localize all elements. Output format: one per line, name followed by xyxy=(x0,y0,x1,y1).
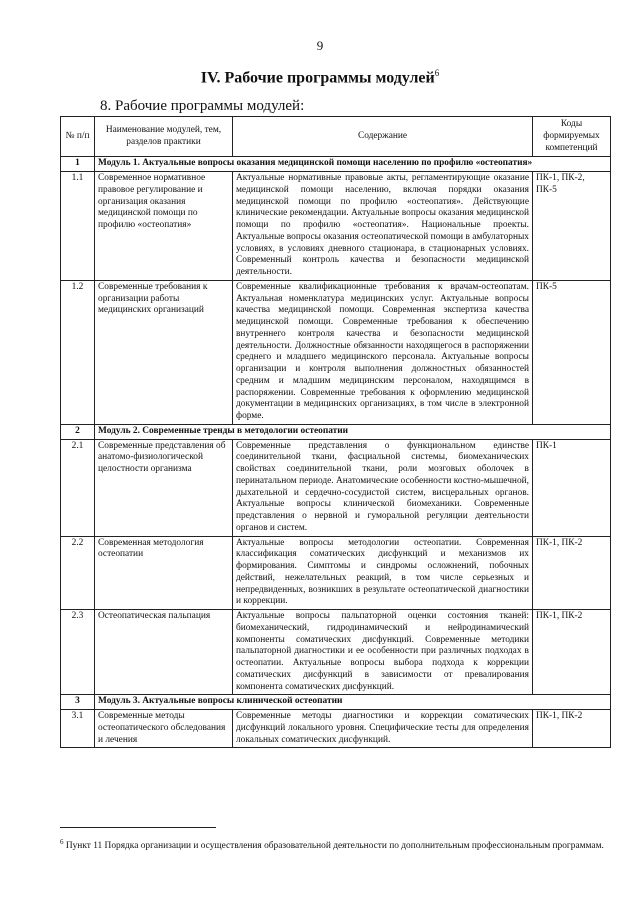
subtitle: 8. Рабочие программы модулей: xyxy=(100,98,305,114)
footnote-divider xyxy=(60,827,216,828)
table-row xyxy=(61,172,611,281)
table-row xyxy=(61,280,611,424)
topic-name: Остеопатическая пальпация xyxy=(95,610,233,695)
module-row xyxy=(61,157,611,172)
module-row xyxy=(61,695,611,710)
footnote-text: Пункт 11 Порядка организации и осуществления образовательной деятельности по дополнительным профессиональным программам. xyxy=(65,841,604,852)
row-number: 1.2 xyxy=(61,280,95,424)
topic-name: Современные методы остеопатического обследования и лечения xyxy=(95,710,233,748)
row-number: 2.2 xyxy=(61,536,95,610)
header-num: № п/п xyxy=(61,117,95,157)
module-title: Модуль 3. Актуальные вопросы клинической остеопатии xyxy=(95,695,611,710)
table-row xyxy=(61,536,611,610)
module-title: Модуль 1. Актуальные вопросы оказания медицинской помощи населению по профилю «остеопатия» xyxy=(95,157,611,172)
footnote xyxy=(60,838,612,853)
topic-content: Актуальные нормативные правовые акты, регламентирующие оказание медицинской помощи населению, включая порядки оказания медицинской помощи по профилю «остеопатия». Действующие клинические рекомендации. Актуальные вопросы оказания медицинской помощи по профилю «остеопатия». Национальные проекты. Актуальные вопросы оказания остеопатической помощи в амбулаторных условиях, в условиях дневного стационара, в стационарных условиях. Современный контроль качества и безопасности медицинской деятельности. xyxy=(233,172,533,281)
page-number: 9 xyxy=(316,38,324,53)
competency-codes: ПК-1, ПК-2 xyxy=(533,610,611,695)
row-number: 2.1 xyxy=(61,439,95,536)
footnote-reference: 6 xyxy=(434,68,440,78)
topic-name: Современная методология остеопатии xyxy=(95,536,233,610)
competency-codes: ПК-5 xyxy=(533,280,611,424)
topic-content: Актуальные вопросы пальпаторной оценки состояния тканей: биомеханический, гидродинамический и нейродинамический компоненты соматических дисфункций. Современные методики пальпаторной диагностики и ее особенности при различных подходах в остеопатии. Актуальные вопросы выбора подхода к коррекции соматических дисфункций в зависимости от превалирования компонента соматических дисфункций. xyxy=(233,610,533,695)
table-row xyxy=(61,710,611,748)
topic-name: Современные требования к организации работы медицинских организаций xyxy=(95,280,233,424)
module-number: 2 xyxy=(61,424,95,439)
section-title-text: IV. Рабочие программы модулей xyxy=(200,69,435,87)
competency-codes: ПК-1, ПК-2, ПК-5 xyxy=(533,172,611,281)
row-number: 2.3 xyxy=(61,610,95,695)
row-number: 1.1 xyxy=(61,172,95,281)
competency-codes: ПК-1, ПК-2 xyxy=(533,536,611,610)
header-name: Наименование модулей, тем, разделов практики xyxy=(95,117,233,157)
row-number: 3.1 xyxy=(61,710,95,748)
module-number: 1 xyxy=(61,157,95,172)
section-title xyxy=(0,68,640,87)
module-title: Модуль 2. Современные тренды в методологии остеопатии xyxy=(95,424,611,439)
table-row xyxy=(61,439,611,536)
topic-name: Современные представления об анатомо-физиологической целостности организма xyxy=(95,439,233,536)
table-body xyxy=(61,157,611,748)
table-row xyxy=(61,610,611,695)
topic-content: Современные представления о функциональном единстве соединительной ткани, фасциальной системы, биомеханических свойствах соединительной ткани, роли мозговых оболочек в перинатальном периоде. Анатомические особенности костно-мышечной, дыхательной и сердечно-сосудистой систем, висцеральных органов. Актуальные вопросы клинической биомеханики. Современные представления о нервной и гуморальной регуляции деятельности органов и систем. xyxy=(233,439,533,536)
header-codes: Коды формируемых компетенций xyxy=(533,117,611,157)
competency-codes: ПК-1, ПК-2 xyxy=(533,710,611,748)
module-row xyxy=(61,424,611,439)
topic-content: Современные методы диагностики и коррекции соматических дисфункций локального уровня. Специфические тесты для определения локальных соматических дисфункций. xyxy=(233,710,533,748)
header-content: Содержание xyxy=(233,117,533,157)
topic-name: Современное нормативное правовое регулирование и организация оказания медицинской помощи по профилю «остеопатия» xyxy=(95,172,233,281)
footnote-mark: 6 xyxy=(60,838,64,846)
topic-content: Актуальные вопросы методологии остеопатии. Современная классификация соматических дисфункций и механизмов их формирования. Симптомы и синдромы осложнений, побочных действий, нежелательных реакций, в том числе серьезных и непредвиденных, возникших в результате остеопатической диагностики и коррекции. xyxy=(233,536,533,610)
modules-table xyxy=(60,116,611,748)
competency-codes: ПК-1 xyxy=(533,439,611,536)
table-header-row xyxy=(61,117,611,157)
topic-content: Современные квалификационные требования к врачам-остеопатам. Актуальная номенклатура медицинских услуг. Актуальные вопросы качества медицинской помощи. Современная экспертиза качества медицинской помощи. Современные требования к обеспечению внутреннего контроля качества и безопасности медицинской деятельности. Должностные обязанности находящегося в распоряжении среднего и младшего медицинского персонала. Актуальные вопросы организации и контроля выполнения должностных обязанностей средним и младшим медицинским персоналом, находящимся в распоряжении. Современные требования к оформлению медицинской документации в медицинских организациях, в том числе в электронной форме. xyxy=(233,280,533,424)
module-number: 3 xyxy=(61,695,95,710)
